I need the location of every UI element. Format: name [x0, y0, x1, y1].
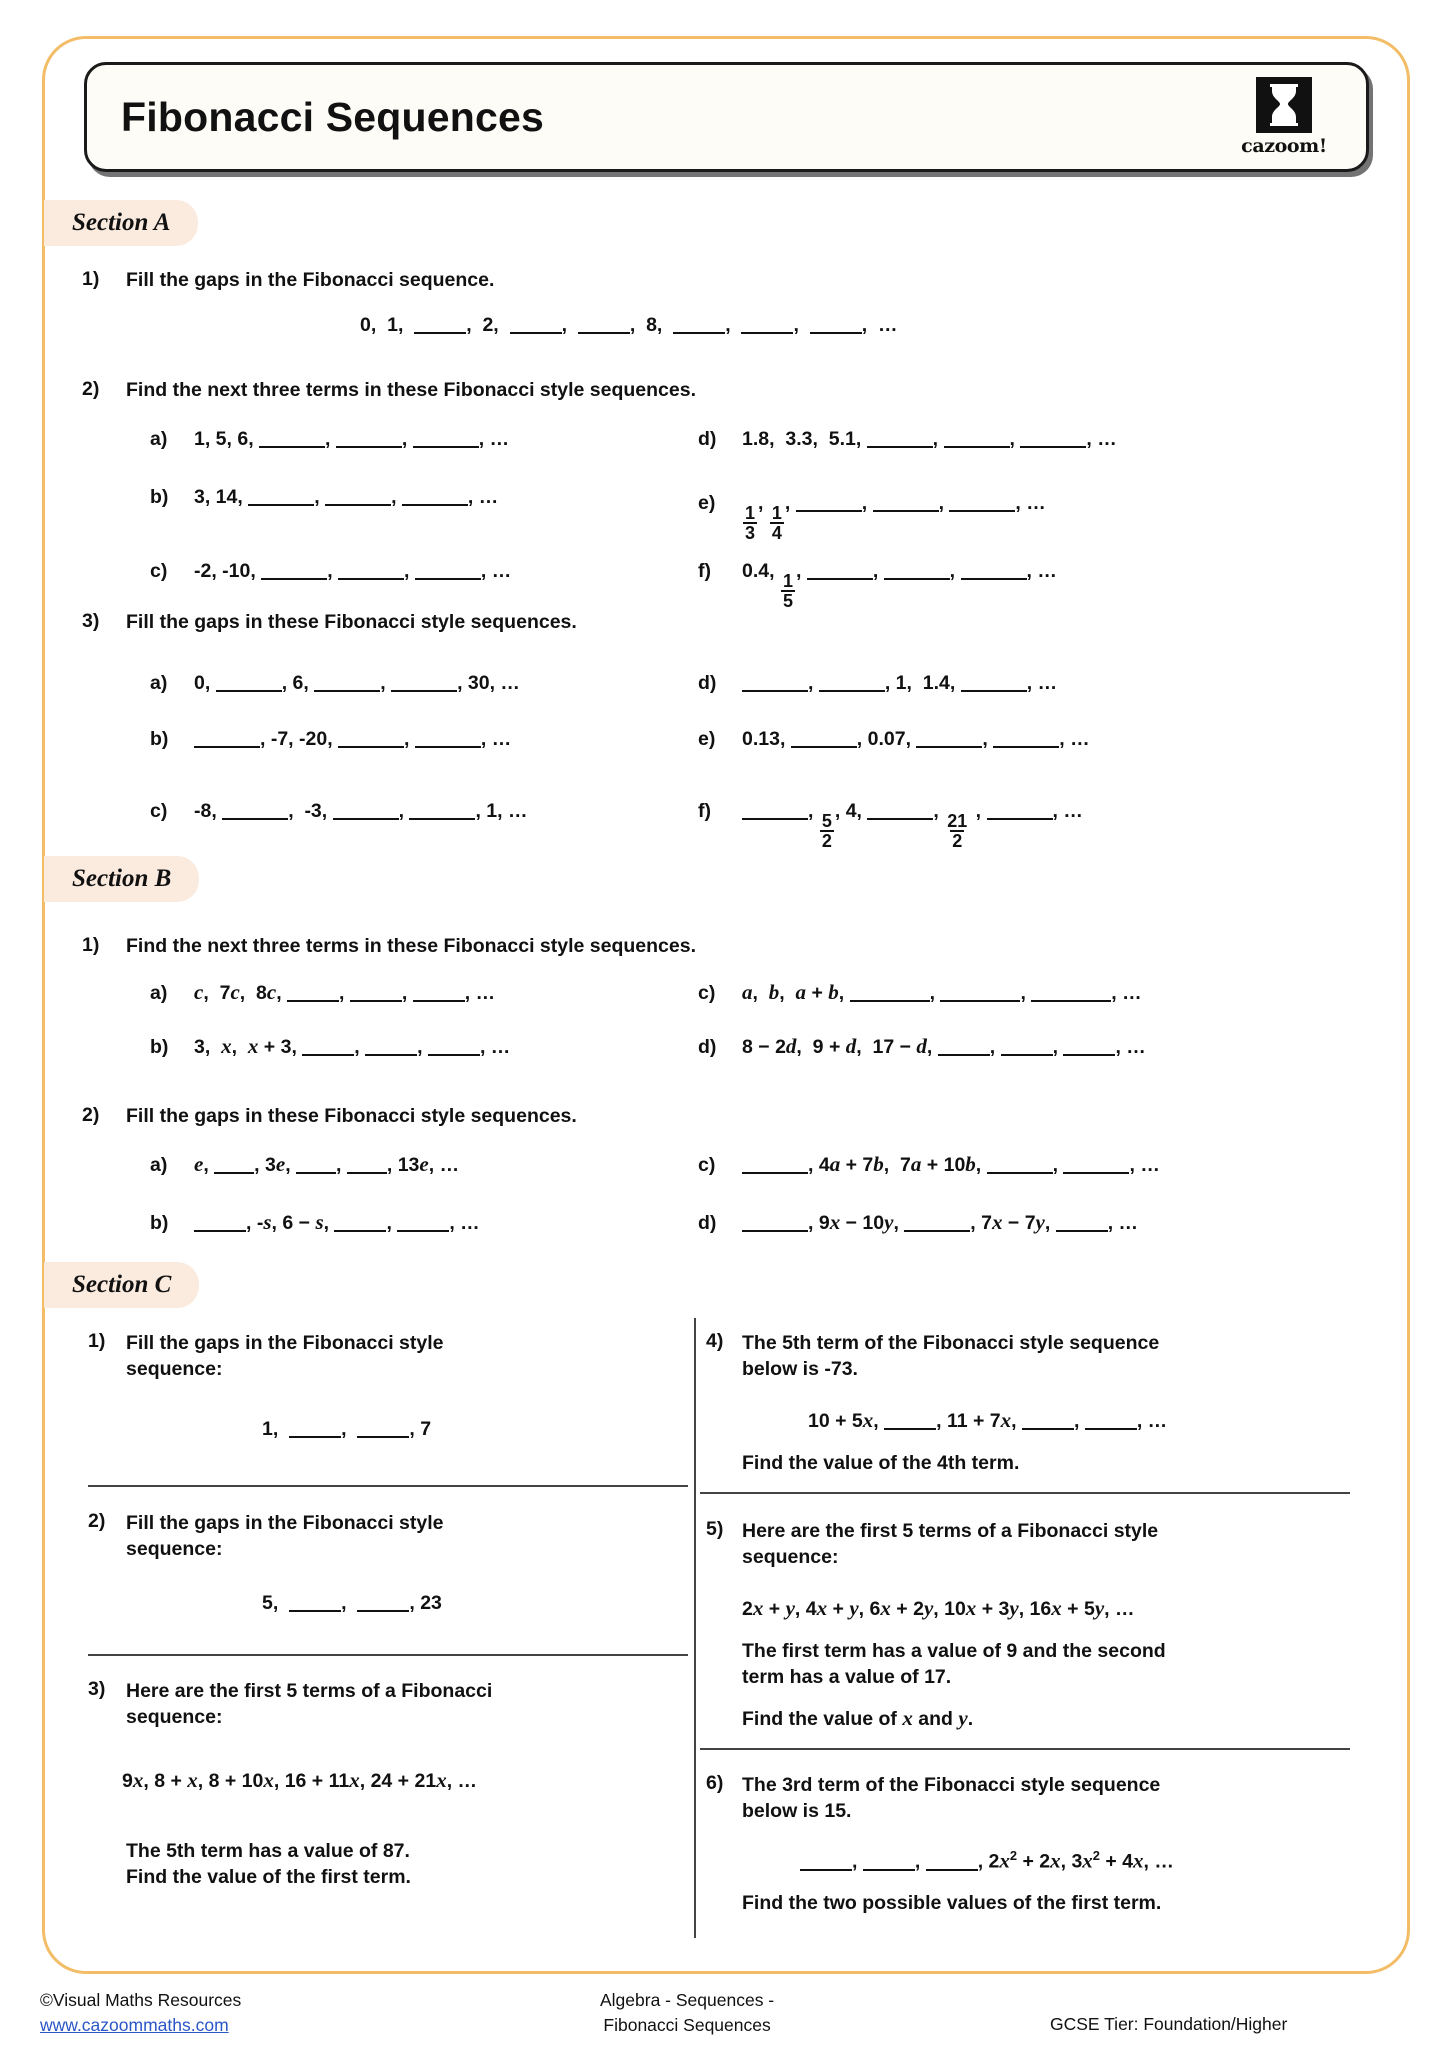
a-q3b-label: b) [150, 728, 169, 750]
footer-website-link[interactable]: www.cazoommaths.com [40, 2015, 229, 2036]
a-q3b-sequence[interactable]: , -7, -20, , , … [194, 728, 511, 751]
fraction-five-halves: $\frac{5}{2}$ [821, 811, 832, 851]
a-q3d-sequence[interactable]: , , 1, 1.4, , … [742, 672, 1057, 695]
b-q2a-sequence[interactable]: e, , 3e, , , 13e, … [194, 1152, 460, 1176]
a-q2f-label: f) [698, 560, 711, 582]
b-q1d-sequence[interactable]: 8 − 2d, 9 + d, 17 − d, , , , … [742, 1034, 1146, 1058]
brand-logo [1228, 77, 1340, 157]
c-q6-text-line2: below is 15. [742, 1800, 852, 1823]
c-q3-number: 3) [88, 1678, 106, 1700]
fraction-twentyone-halves: $\frac{21}{2}$ [947, 811, 968, 851]
c-q1-text-line1: Fill the gaps in the Fibonacci style [126, 1332, 444, 1354]
a-q2b-label: b) [150, 486, 169, 508]
b-q2d-sequence[interactable]: , 9x − 10y, , 7x − 7y, , … [742, 1210, 1138, 1235]
c-q5-number: 5) [706, 1518, 724, 1540]
a-q3d-label: d) [698, 672, 717, 694]
footer-tier: GCSE Tier: Foundation/Higher [1050, 2014, 1288, 2034]
c-q3-note-line1: The 5th term has a value of 87. [126, 1840, 410, 1862]
c-q3-text-line2: sequence: [126, 1706, 223, 1729]
a-q2b-sequence[interactable]: 3, 14, , , , … [194, 486, 499, 508]
b-q1b-sequence[interactable]: 3, x, x + 3, , , , … [194, 1034, 511, 1058]
a-q3c-label: c) [150, 800, 168, 822]
a-q3e-sequence[interactable]: 0.13, , 0.07, , , … [742, 728, 1090, 750]
footer-topic-line2: Fibonacci Sequences [603, 2015, 771, 2036]
c-q1-text [126, 1330, 666, 1383]
b-q1c-sequence[interactable]: a, b, a + b, , , , … [742, 980, 1142, 1004]
b-q2d-label: d) [698, 1212, 717, 1234]
c-q5-note-line3: Find the value of x and y. [742, 1706, 974, 1730]
section-header-c: Section C [44, 1262, 199, 1308]
c-q5-text-line2: sequence: [742, 1546, 839, 1569]
a-q2d-label: d) [698, 428, 717, 450]
c-q4-number: 4) [706, 1330, 724, 1352]
c-q6-note-line1: Find the two possible values of the first term. [742, 1892, 1162, 1914]
a-q3c-sequence[interactable]: -8, , -3, , , 1, … [194, 800, 528, 822]
b-q2c-label: c) [698, 1154, 716, 1176]
footer-copyright: ©Visual Maths Resources [40, 1990, 242, 2010]
cazoom-hourglass-icon [1256, 77, 1312, 133]
c-q4-text-line2: below is -73. [742, 1358, 858, 1381]
section-header-b: Section B [44, 856, 199, 902]
c-q2-text-line1: Fill the gaps in the Fibonacci style [126, 1512, 444, 1534]
a-q3f-label: f) [698, 800, 711, 822]
c-q6-sequence[interactable]: , , , $2x^2 + 2x$, $3x^2 + 4x$, … [800, 1848, 1174, 1874]
b-q2c-sequence[interactable]: , 4a + 7b, 7a + 10b, , , … [742, 1152, 1160, 1177]
a-q2c-sequence[interactable]: -2, -10, , , , … [194, 560, 512, 582]
c-q2-number: 2) [88, 1510, 106, 1532]
c-q4-text-line1: The 5th term of the Fibonacci style sequence [742, 1332, 1160, 1354]
b-q1a-sequence[interactable]: c, 7c, 8c, , , , … [194, 980, 496, 1004]
a-q3e-label: e) [698, 728, 716, 750]
c-q3-note [126, 1838, 686, 1891]
c-q5-note [742, 1638, 1362, 1691]
b-q1c-label: c) [698, 982, 716, 1004]
c-q1-number: 1) [88, 1330, 106, 1352]
c-q6-text [742, 1772, 1362, 1825]
b-q2-number: 2) [82, 1104, 100, 1126]
c-q3-text [126, 1678, 666, 1731]
b-q1b-label: b) [150, 1036, 169, 1058]
c-q6-note [742, 1890, 1362, 1916]
c-q6-number: 6) [706, 1772, 724, 1794]
fraction-one-quarter: $\frac{1}{4}$ [771, 503, 782, 543]
c-q3-text-line1: Here are the first 5 terms of a Fibonacci [126, 1680, 493, 1702]
c-q5-text [742, 1518, 1362, 1571]
section-header-a: Section A [44, 200, 198, 246]
c-q1-text-line2: sequence: [126, 1358, 223, 1381]
c-q2-text [126, 1510, 666, 1563]
a-q3f-sequence[interactable]: , $\frac{5}{2}$ , 4, , $\frac{21}{2}$ , , … [742, 800, 1083, 850]
c-q4-text [742, 1330, 1352, 1383]
c-right-divider-1 [700, 1492, 1350, 1494]
a-q2d-sequence[interactable]: 1.8, 3.3, 5.1, , , , … [742, 428, 1117, 450]
b-q2-text: Fill the gaps in these Fibonacci style sequences. [126, 1105, 577, 1127]
c-q3-note-line2: Find the value of the first term. [126, 1866, 411, 1889]
a-q2a-label: a) [150, 428, 168, 450]
fraction-one-fifth: $\frac{1}{5}$ [782, 571, 793, 611]
a-q2e-sequence[interactable]: $\frac{1}{3}$ , $\frac{1}{4}$ , , , , … [745, 492, 1046, 543]
footer-left [40, 1988, 241, 2039]
c-q6-text-line1: The 3rd term of the Fibonacci style sequence [742, 1774, 1161, 1796]
logo-wordmark: cazoom! [1241, 135, 1327, 157]
c-left-divider-2 [88, 1654, 688, 1656]
c-q5-note-line1: The first term has a value of 9 and the second [742, 1640, 1166, 1662]
a-q2c-label: c) [150, 560, 168, 582]
c-q5-sequence: 2x + y, 4x + y, 6x + 2y, 10x + 3y, 16x + 5y, … [742, 1596, 1135, 1620]
b-q1a-label: a) [150, 982, 168, 1004]
c-q5-text-line1: Here are the first 5 terms of a Fibonacci style [742, 1520, 1159, 1542]
a-q3-text: Fill the gaps in these Fibonacci style sequences. [126, 611, 577, 633]
a-q3a-label: a) [150, 672, 168, 694]
c-q1-sequence[interactable]: 1, , , 7 [262, 1418, 432, 1440]
a-q2e-label: e) [698, 492, 716, 514]
a-q1-text: Fill the gaps in the Fibonacci sequence. [126, 269, 495, 291]
b-q2a-label: a) [150, 1154, 168, 1176]
c-q4-sequence[interactable]: 10 + 5x, , 11 + 7x, , , … [808, 1408, 1168, 1432]
c-q2-text-line2: sequence: [126, 1538, 223, 1561]
footer-topic-line1: Algebra - Sequences - [600, 1990, 775, 2010]
c-q4-note-line1: Find the value of the 4th term. [742, 1452, 1020, 1474]
a-q2-number: 2) [82, 378, 100, 400]
a-q3a-sequence[interactable]: 0, , 6, , , 30, … [194, 672, 520, 694]
b-q1-text: Find the next three terms in these Fibonacci style sequences. [126, 935, 697, 957]
c-left-divider-1 [88, 1485, 688, 1487]
c-q5-note-line2: term has a value of 17. [742, 1666, 952, 1689]
c-q2-sequence[interactable]: 5, , , 23 [262, 1592, 442, 1614]
a-q2f-sequence[interactable]: 0.4, $\frac{1}{5}$ , , , , … [742, 560, 1057, 611]
b-q1-number: 1) [82, 934, 100, 956]
worksheet-title-bar [84, 62, 1369, 172]
b-q2b-sequence[interactable]: , -s, 6 − s, , , … [194, 1210, 480, 1235]
footer-center [600, 1988, 774, 2039]
a-q2-text: Find the next three terms in these Fibonacci style sequences. [126, 379, 697, 401]
fraction-one-third: $\frac{1}{3}$ [745, 503, 756, 543]
a-q3-number: 3) [82, 610, 100, 632]
a-q1-sequence[interactable]: 0, 1, , 2, , , 8, , , , … [360, 314, 898, 336]
c-right-divider-2 [700, 1748, 1350, 1750]
a-q1-number: 1) [82, 268, 100, 290]
c-q4-note [742, 1450, 1352, 1476]
b-q2b-label: b) [150, 1212, 169, 1234]
c-q3-sequence: 9x, 8 + x, 8 + 10x, 16 + 11x, 24 + 21x, … [122, 1768, 478, 1792]
page-title: Fibonacci Sequences [121, 93, 545, 140]
a-q2a-sequence[interactable]: 1, 5, 6, , , , … [194, 428, 510, 450]
section-c-column-divider [694, 1318, 696, 1938]
b-q1d-label: d) [698, 1036, 717, 1058]
